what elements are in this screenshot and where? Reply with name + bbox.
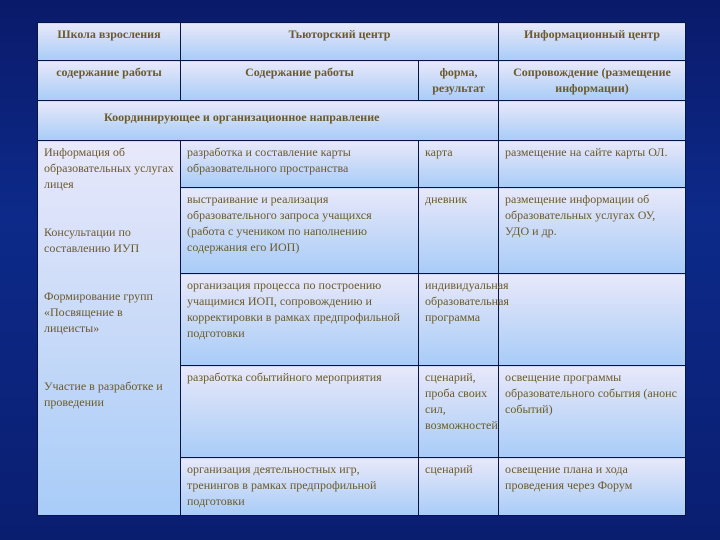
section-title: Координирующее и организационное направление [38,101,499,141]
section-empty [499,101,686,141]
row-form: индивидуальная образовательная программа [419,274,499,366]
left-item: Информация об образовательных услугах лицея [44,145,174,191]
left-item: Формирование групп «Посвящение в лицеисты» [44,289,153,335]
row-support: освещение программы образовательного события (анонс событий) [499,366,686,458]
row-content: разработка событийного мероприятия [181,366,419,458]
subheader-form: форма, результат [419,61,499,101]
row-content: организация процесса по построению учащимися ИОП, сопровождению и корректировки в рамках предпрофильной подготовки [181,274,419,366]
subheader-content-2: Содержание работы [181,61,419,101]
subheader-support: Сопровождение (размещение информации) [499,61,686,101]
row-form: сценарий [419,458,499,516]
row-form: сценарий, проба своих сил, возможностей [419,366,499,458]
header-tutor-center: Тьюторский центр [181,23,499,61]
row-support: освещение плана и хода проведения через Форум [499,458,686,516]
row-content: организация деятельностных игр, тренингов в рамках предпрофильной подготовки [181,458,419,516]
tutor-center-table [37,22,686,516]
row-support: размещение на сайте карты ОЛ. [499,141,686,188]
left-item: Участие в разработке и проведении [44,379,163,409]
header-school: Школа взросления [38,23,181,61]
header-info-center: Информационный центр [499,23,686,61]
row-support: размещение информации об образовательных услугах ОУ, УДО и др. [499,188,686,274]
row-content: выстраивание и реализация образовательного запроса учащихся (работа с учеником по наполнению содержания его ИОП) [181,188,419,274]
subheader-content-1: содержание работы [38,61,181,101]
left-item: Консультации по составлению ИУП [44,225,140,255]
row-support [499,274,686,366]
row-form: дневник [419,188,499,274]
row-form: карта [419,141,499,188]
left-column-cell [38,141,181,516]
row-content: разработка и составление карты образовательного пространства [181,141,419,188]
